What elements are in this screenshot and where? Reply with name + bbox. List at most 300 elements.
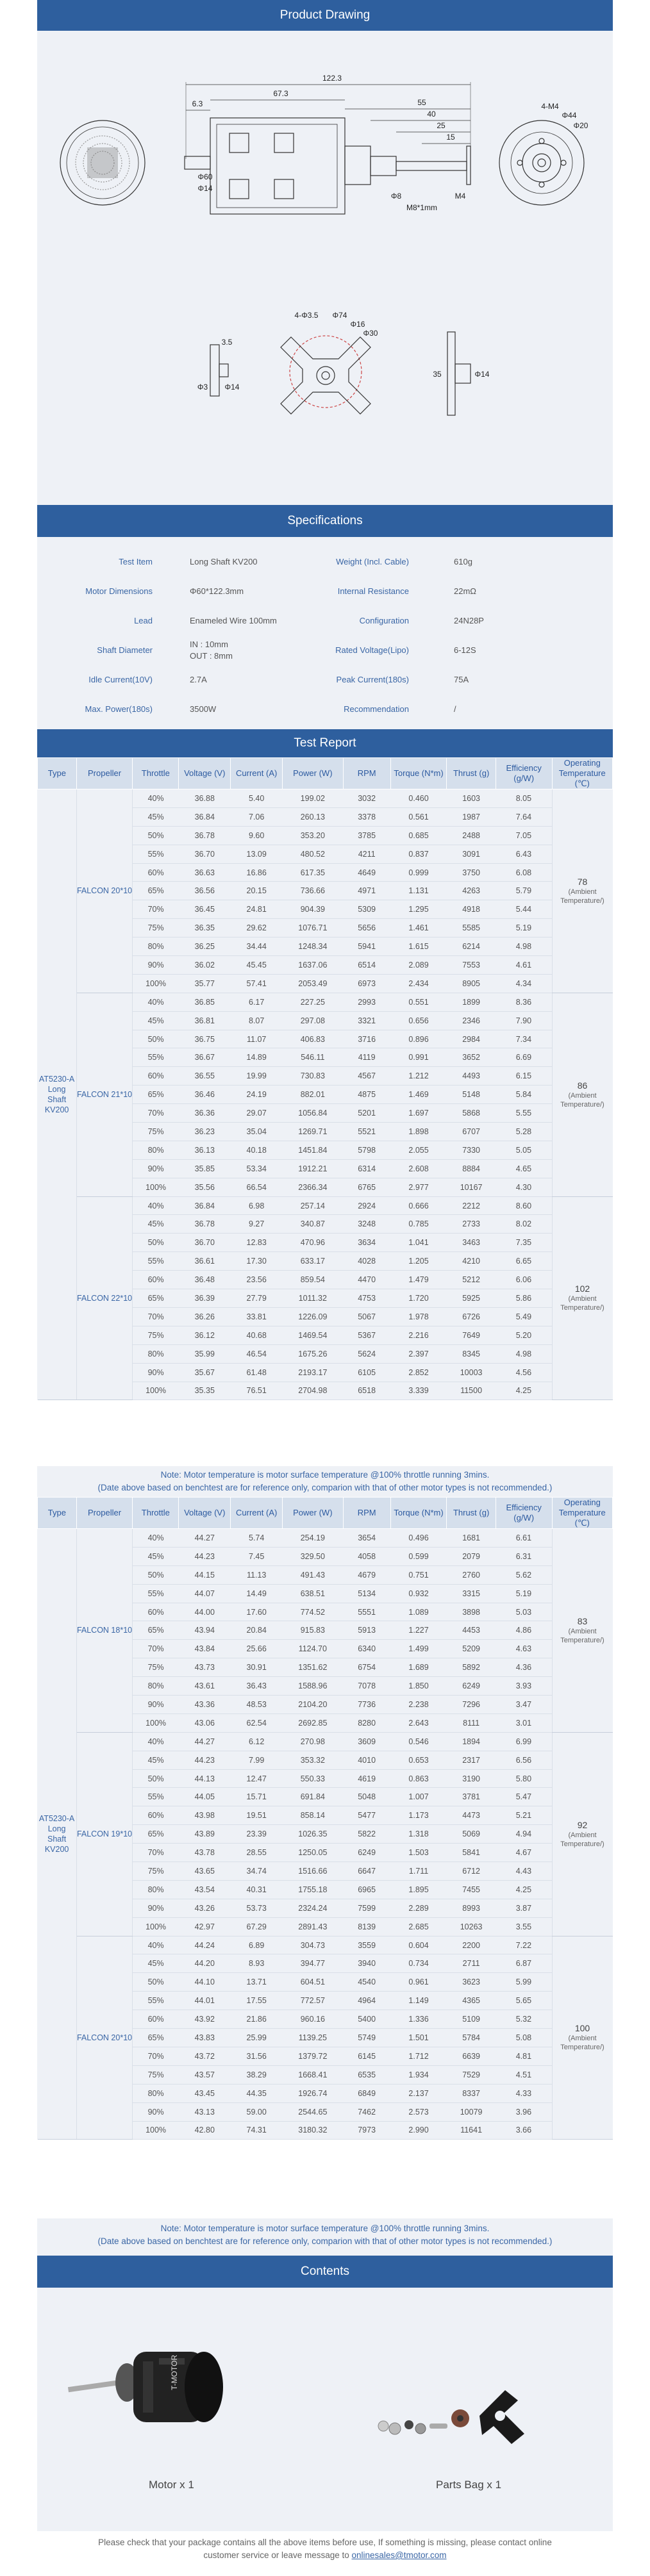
table-cell: 7.34	[496, 1030, 552, 1048]
footer-line2	[37, 2549, 613, 2562]
table-cell: 0.561	[390, 807, 447, 826]
table-cell: 915.83	[283, 1621, 343, 1640]
spec-label-right: Rated Voltage(Lipo)	[335, 645, 409, 655]
section-title-report: Test Report	[37, 729, 613, 757]
table-cell: 90%	[133, 1363, 179, 1382]
table-cell: 6535	[343, 2065, 390, 2084]
table-cell: 4679	[343, 1565, 390, 1584]
table-cell: 80%	[133, 937, 179, 956]
table-cell: 20.15	[231, 882, 283, 900]
dim-phi30: Φ30	[363, 329, 378, 338]
table-cell: 9.27	[231, 1215, 283, 1234]
table-cell: 1.041	[390, 1234, 447, 1252]
table-cell: 36.78	[179, 1215, 231, 1234]
table-cell: 6.65	[496, 1252, 552, 1271]
table-cell: 1.895	[390, 1880, 447, 1899]
note-1	[37, 1466, 613, 1497]
table-header: Power (W)	[283, 758, 343, 789]
table-cell: 36.75	[179, 1030, 231, 1048]
table-header: Thrust (g)	[447, 1498, 496, 1529]
table-cell: 36.23	[179, 1123, 231, 1141]
table-cell: 5.99	[496, 1973, 552, 1992]
table-cell: 329.50	[283, 1547, 343, 1565]
table-cell: 43.98	[179, 1806, 231, 1825]
table-cell: 43.78	[179, 1844, 231, 1862]
table-cell: 2.289	[390, 1899, 447, 1917]
table-cell: 3.93	[496, 1677, 552, 1696]
motor-type-cell: AT5230-A Long Shaft KV200	[38, 1529, 77, 2140]
table-cell: 4875	[343, 1086, 390, 1104]
support-email-link[interactable]: onlinesales@tmotor.com	[351, 2550, 447, 2560]
table-cell: 50%	[133, 1234, 179, 1252]
table-cell: 1.479	[390, 1271, 447, 1289]
table-cell: 40.31	[231, 1880, 283, 1899]
spec-label-right: Weight (Incl. Cable)	[336, 557, 409, 566]
table-cell: 5521	[343, 1123, 390, 1141]
table-cell: 0.551	[390, 993, 447, 1011]
table-cell: 5868	[447, 1104, 496, 1123]
table-cell: 9.60	[231, 826, 283, 845]
table-cell: 6.69	[496, 1048, 552, 1067]
propeller-cell: FALCON 19*10	[76, 1732, 133, 1936]
table-cell: 100%	[133, 2121, 179, 2140]
dim-25: 25	[437, 121, 446, 130]
table-cell: 4453	[447, 1621, 496, 1640]
table-cell: 5656	[343, 919, 390, 937]
table-cell: 1351.62	[283, 1658, 343, 1677]
table-cell: 36.61	[179, 1252, 231, 1271]
table-cell: 7736	[343, 1696, 390, 1714]
note-2-line2: (Date above based on benchtest are for reference only, comparion with that of other motor types is not recommended.)	[97, 2236, 553, 2246]
table-cell: 7330	[447, 1141, 496, 1159]
note-1-line2: (Date above based on benchtest are for reference only, comparion with that of other motor types is not recommended.)	[97, 1483, 553, 1492]
table-cell: 6.15	[496, 1067, 552, 1086]
propeller-cell: FALCON 20*10	[76, 1936, 133, 2140]
table-cell: 5.49	[496, 1307, 552, 1326]
table-cell: 6249	[447, 1677, 496, 1696]
table-cell: 74.31	[231, 2121, 283, 2140]
spec-value: 2.7A	[190, 675, 207, 684]
table-cell: 6314	[343, 1159, 390, 1178]
temperature-cell	[552, 789, 613, 993]
table-row	[38, 1936, 613, 1954]
spec-value-right: 75A	[454, 675, 469, 684]
table-cell: 43.06	[179, 1713, 231, 1732]
table-cell: 3321	[343, 1011, 390, 1030]
dim-phi14c: Φ14	[474, 370, 490, 379]
table-cell: 35.04	[231, 1123, 283, 1141]
table-cell: 859.54	[283, 1271, 343, 1289]
table-cell: 43.45	[179, 2084, 231, 2102]
table-cell: 45.45	[231, 956, 283, 975]
table-cell: 43.72	[179, 2047, 231, 2065]
table-cell: 100%	[133, 974, 179, 993]
table-cell: 40.68	[231, 1326, 283, 1344]
table-cell: 691.84	[283, 1788, 343, 1806]
table-cell: 67.29	[231, 1917, 283, 1936]
dim-40: 40	[427, 110, 436, 119]
table-cell: 12.83	[231, 1234, 283, 1252]
table-cell: 2200	[447, 1936, 496, 1954]
table-cell: 10263	[447, 1917, 496, 1936]
dim-35a: 3.5	[221, 338, 233, 347]
table-cell: 6647	[343, 1862, 390, 1881]
table-cell: 60%	[133, 1806, 179, 1825]
table-cell: 2.238	[390, 1696, 447, 1714]
table-cell: 75%	[133, 1658, 179, 1677]
table-cell: 1.501	[390, 2029, 447, 2047]
table-cell: 65%	[133, 1289, 179, 1308]
table-cell: 2324.24	[283, 1899, 343, 1917]
table-cell: 0.546	[390, 1732, 447, 1751]
table-cell: 7078	[343, 1677, 390, 1696]
table-cell: 40%	[133, 993, 179, 1011]
table-cell: 3248	[343, 1215, 390, 1234]
table-cell: 36.26	[179, 1307, 231, 1326]
table-cell: 36.56	[179, 882, 231, 900]
table-cell: 1912.21	[283, 1159, 343, 1178]
table-cell: 3463	[447, 1234, 496, 1252]
table-cell: 5209	[447, 1640, 496, 1658]
table-cell: 0.999	[390, 863, 447, 882]
table-cell: 8905	[447, 974, 496, 993]
dim-4m4: 4-M4	[541, 102, 559, 111]
spec-label: Motor Dimensions	[85, 586, 153, 596]
table-header: Current (A)	[231, 758, 283, 789]
table-cell: 36.45	[179, 900, 231, 919]
table-cell: 1011.32	[283, 1289, 343, 1308]
table-cell: 2733	[447, 1215, 496, 1234]
table-cell: 3091	[447, 845, 496, 863]
table-cell: 8280	[343, 1713, 390, 1732]
table-cell: 5.28	[496, 1123, 552, 1141]
table-cell: 5067	[343, 1307, 390, 1326]
table-cell: 4.34	[496, 974, 552, 993]
table-header: Power (W)	[283, 1498, 343, 1529]
table-cell: 5.65	[496, 1992, 552, 2010]
spec-value: 3500W	[190, 704, 217, 714]
table-cell: 8884	[447, 1159, 496, 1178]
table-cell: 25.99	[231, 2029, 283, 2047]
table-cell: 4649	[343, 863, 390, 882]
table-cell: 5.55	[496, 1104, 552, 1123]
table-cell: 6965	[343, 1880, 390, 1899]
table-cell: 4971	[343, 882, 390, 900]
dim-phi74: Φ74	[332, 311, 347, 320]
table-cell: 4.94	[496, 1825, 552, 1844]
table-cell: 304.73	[283, 1936, 343, 1954]
table-cell: 8.60	[496, 1196, 552, 1215]
spec-label: Test Item	[119, 557, 153, 566]
table-cell: 5.84	[496, 1086, 552, 1104]
spec-value: IN : 10mm	[190, 640, 228, 649]
table-cell: 3190	[447, 1769, 496, 1788]
table-cell: 6754	[343, 1658, 390, 1677]
table-header: Propeller	[76, 1498, 133, 1529]
table-cell: 6.12	[231, 1732, 283, 1751]
table-cell: 75%	[133, 1326, 179, 1344]
table-cell: 60%	[133, 1067, 179, 1086]
ambient-label: (Ambient Temperature/)	[560, 2035, 604, 2052]
table-cell: 40%	[133, 1732, 179, 1751]
table-cell: 4.86	[496, 1621, 552, 1640]
table-cell: 4619	[343, 1769, 390, 1788]
table-cell: 5201	[343, 1104, 390, 1123]
motor-type-cell: AT5230-A Long Shaft KV200	[38, 789, 77, 1400]
table-cell: 44.24	[179, 1936, 231, 1954]
table-cell: 1469.54	[283, 1326, 343, 1344]
table-cell: 80%	[133, 1677, 179, 1696]
table-cell: 36.78	[179, 826, 231, 845]
table-cell: 2.397	[390, 1344, 447, 1363]
table-cell: 19.51	[231, 1806, 283, 1825]
table-header: Thrust (g)	[447, 758, 496, 789]
table-cell: 2.852	[390, 1363, 447, 1382]
table-cell: 8139	[343, 1917, 390, 1936]
table-cell: 35.56	[179, 1178, 231, 1196]
table-cell: 3785	[343, 826, 390, 845]
table-cell: 34.44	[231, 937, 283, 956]
table-cell: 4058	[343, 1547, 390, 1565]
spec-row	[37, 636, 613, 664]
table-cell: 3.339	[390, 1382, 447, 1400]
table-cell: 4.51	[496, 2065, 552, 2084]
temperature-value: 100	[574, 2023, 590, 2034]
spec-row	[37, 665, 613, 693]
table-cell: 1.227	[390, 1621, 447, 1640]
table-cell: 10003	[447, 1363, 496, 1382]
table-cell: 1.007	[390, 1788, 447, 1806]
propeller-cell: FALCON 22*10	[76, 1196, 133, 1400]
table-cell: 6.43	[496, 845, 552, 863]
table-cell: 42.80	[179, 2121, 231, 2140]
table-cell: 50%	[133, 826, 179, 845]
table-cell: 1.697	[390, 1104, 447, 1123]
dim-phi8: Φ8	[390, 192, 402, 201]
table-cell: 3634	[343, 1234, 390, 1252]
table-cell: 7.90	[496, 1011, 552, 1030]
table-cell: 70%	[133, 1640, 179, 1658]
table-cell: 2.573	[390, 2102, 447, 2121]
table-cell: 8345	[447, 1344, 496, 1363]
table-cell: 3940	[343, 1954, 390, 1973]
table-header: Throttle	[133, 1498, 179, 1529]
table-cell: 44.10	[179, 1973, 231, 1992]
table-cell: 3.66	[496, 2121, 552, 2140]
table-header-row	[38, 1498, 613, 1529]
table-cell: 7973	[343, 2121, 390, 2140]
table-cell: 40%	[133, 1529, 179, 1548]
table-cell: 254.19	[283, 1529, 343, 1548]
table-cell: 35.67	[179, 1363, 231, 1382]
table-cell: 4.36	[496, 1658, 552, 1677]
table-cell: 6249	[343, 1844, 390, 1862]
table-cell: 2704.98	[283, 1382, 343, 1400]
table-cell: 20.84	[231, 1621, 283, 1640]
table-cell: 4210	[447, 1252, 496, 1271]
spec-label-right: Configuration	[359, 616, 409, 625]
table-cell: 43.73	[179, 1658, 231, 1677]
table-cell: 36.02	[179, 956, 231, 975]
table-cell: 3898	[447, 1603, 496, 1621]
temperature-value: 92	[577, 1819, 588, 1830]
table-header: Operating Temperature (℃)	[552, 1498, 613, 1529]
spec-label: Idle Current(10V)	[88, 675, 153, 684]
ambient-label: (Ambient Temperature/)	[560, 1295, 604, 1312]
table-cell: 4567	[343, 1067, 390, 1086]
drawing-panel	[37, 31, 613, 505]
table-cell: 6.56	[496, 1751, 552, 1769]
table-cell: 12.47	[231, 1769, 283, 1788]
table-cell: 0.785	[390, 1215, 447, 1234]
table-cell: 3378	[343, 807, 390, 826]
table-cell: 65%	[133, 1825, 179, 1844]
table-cell: 5892	[447, 1658, 496, 1677]
dim-m4: M4	[454, 192, 466, 201]
table-cell: 90%	[133, 1159, 179, 1178]
table-cell: 65%	[133, 1621, 179, 1640]
table-cell: 4470	[343, 1271, 390, 1289]
table-cell: 1250.05	[283, 1844, 343, 1862]
table-cell: 75%	[133, 919, 179, 937]
table-cell: 1755.18	[283, 1880, 343, 1899]
table-cell: 90%	[133, 1696, 179, 1714]
table-cell: 270.98	[283, 1732, 343, 1751]
table-cell: 36.84	[179, 1196, 231, 1215]
table-cell: 2317	[447, 1751, 496, 1769]
table-cell: 353.32	[283, 1751, 343, 1769]
table-cell: 13.71	[231, 1973, 283, 1992]
table-cell: 2.137	[390, 2084, 447, 2102]
table-cell: 43.13	[179, 2102, 231, 2121]
table-header: Current (A)	[231, 1498, 283, 1529]
table-cell: 6514	[343, 956, 390, 975]
table-cell: 0.666	[390, 1196, 447, 1215]
table-cell: 6973	[343, 974, 390, 993]
table-cell: 48.53	[231, 1696, 283, 1714]
table-cell: 1.295	[390, 900, 447, 919]
table-row	[38, 1732, 613, 1751]
table-cell: 36.36	[179, 1104, 231, 1123]
motor-body-side	[210, 118, 345, 214]
table-cell: 2.055	[390, 1141, 447, 1159]
table-cell: 394.77	[283, 1954, 343, 1973]
table-cell: 5.44	[496, 900, 552, 919]
table-cell: 0.604	[390, 1936, 447, 1954]
table-cell: 10167	[447, 1178, 496, 1196]
spec-label: Max. Power(180s)	[85, 704, 153, 714]
table-cell: 15.71	[231, 1788, 283, 1806]
dim-15: 15	[446, 133, 455, 142]
table-cell: 6214	[447, 937, 496, 956]
table-cell: 5749	[343, 2029, 390, 2047]
table-cell: 736.66	[283, 882, 343, 900]
table-cell: 19.99	[231, 1067, 283, 1086]
table-cell: 43.61	[179, 1677, 231, 1696]
spec-value: Φ60*122.3mm	[190, 586, 244, 596]
table-cell: 43.65	[179, 1862, 231, 1881]
table-cell: 3654	[343, 1529, 390, 1548]
table-cell: 5.86	[496, 1289, 552, 1308]
table-cell: 3623	[447, 1973, 496, 1992]
table-cell: 1124.70	[283, 1640, 343, 1658]
spec-row	[37, 547, 613, 575]
table-cell: 65%	[133, 882, 179, 900]
spec-value: Long Shaft KV200	[190, 557, 258, 566]
table-cell: 90%	[133, 2102, 179, 2121]
table-cell: 3609	[343, 1732, 390, 1751]
table-cell: 1.503	[390, 1844, 447, 1862]
table-cell: 17.60	[231, 1603, 283, 1621]
table-cell: 1637.06	[283, 956, 343, 975]
table-cell: 406.83	[283, 1030, 343, 1048]
table-cell: 3781	[447, 1788, 496, 1806]
table-cell: 36.81	[179, 1011, 231, 1030]
contents-motor-label: Motor x 1	[149, 2479, 194, 2491]
table-cell: 5925	[447, 1289, 496, 1308]
table-cell: 24.19	[231, 1086, 283, 1104]
table-cell: 70%	[133, 1844, 179, 1862]
table-cell: 44.27	[179, 1529, 231, 1548]
table-cell: 1379.72	[283, 2047, 343, 2065]
propeller-cell: FALCON 18*10	[76, 1529, 133, 1733]
temperature-cell	[552, 1196, 613, 1400]
table-cell: 5.47	[496, 1788, 552, 1806]
table-cell: 5.19	[496, 919, 552, 937]
table-cell: 55%	[133, 1584, 179, 1603]
table-cell: 28.55	[231, 1844, 283, 1862]
table-cell: 4.98	[496, 1344, 552, 1363]
table-cell: 60%	[133, 1271, 179, 1289]
table-cell: 1139.25	[283, 2029, 343, 2047]
table-cell: 2212	[447, 1196, 496, 1215]
spec-value-2: OUT : 8mm	[190, 651, 233, 661]
table-cell: 5.62	[496, 1565, 552, 1584]
table-cell: 16.86	[231, 863, 283, 882]
table-cell: 1248.34	[283, 937, 343, 956]
table-cell: 5798	[343, 1141, 390, 1159]
table-cell: 0.751	[390, 1565, 447, 1584]
table-cell: 6.31	[496, 1547, 552, 1565]
table-header: Throttle	[133, 758, 179, 789]
table-cell: 23.39	[231, 1825, 283, 1844]
table-cell: 0.460	[390, 789, 447, 808]
table-cell: 3652	[447, 1048, 496, 1067]
table-cell: 2984	[447, 1030, 496, 1048]
table-cell: 90%	[133, 1899, 179, 1917]
table-cell: 5.21	[496, 1806, 552, 1825]
table-cell: 3.01	[496, 1713, 552, 1732]
table-cell: 5400	[343, 2010, 390, 2029]
table-cell: 59.00	[231, 2102, 283, 2121]
table-cell: 14.89	[231, 1048, 283, 1067]
table-cell: 43.89	[179, 1825, 231, 1844]
ambient-label: (Ambient Temperature/)	[560, 1091, 604, 1109]
table-cell: 1.720	[390, 1289, 447, 1308]
table-cell: 1.898	[390, 1123, 447, 1141]
table-cell: 480.52	[283, 845, 343, 863]
section-title-drawing: Product Drawing	[37, 0, 613, 31]
table-cell: 1.711	[390, 1862, 447, 1881]
table-cell: 35.85	[179, 1159, 231, 1178]
ambient-label: (Ambient Temperature/)	[560, 888, 604, 905]
table-cell: 70%	[133, 900, 179, 919]
table-cell: 1.461	[390, 919, 447, 937]
temperature-value: 83	[577, 1615, 588, 1626]
parts-image	[378, 2390, 524, 2444]
table-cell: 1026.35	[283, 1825, 343, 1844]
table-cell: 5551	[343, 1603, 390, 1621]
